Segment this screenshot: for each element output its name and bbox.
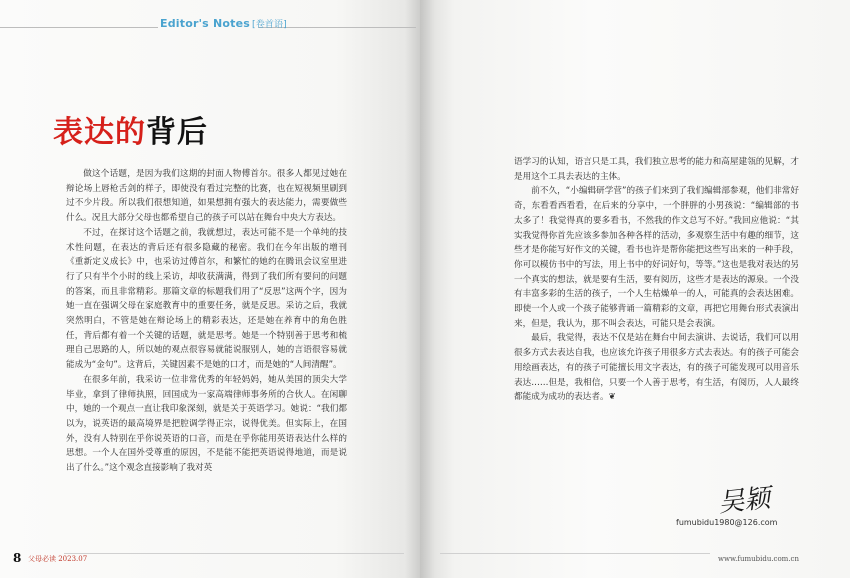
paragraph: 不过，在探讨这个话题之前，我就想过，表达可能不是一个单纯的技术性问题，在表达的背后还有很多隐藏的秘密。我们在今年出版的增刊《重新定义成长》中，也采访过傅首尔，和繁忙的她约在腾讯会议室里进行了只有半个小时的线上采访，却收获满满，得到了我们所有要问的问题的答案，而且非常精彩。那篇文章的标题我们用了“反思”这两个字，因为她一直在强调父母在家庭教育中的重要任务，就是反思。采访之后，我就突然明白，不管是她在辩论场上的精彩表达，还是她在养育中的角色胜任，背后都有着一个关键的话题，就是思考。她是一个特别善于思考和梳理自己思路的人，所以她的观点很容易就能说服别人，她的言语很容易就能成为“金句”。这背后，关键因素不是她的口才，而是她的“人间清醒”。 <box>66 227 347 371</box>
paragraph: 最后，我觉得，表达不仅是站在舞台中间去演讲、去说话，我们可以用很多方式去表达自我，也应该允许孩子用很多方式去表达。有的孩子可能会用绘画表达，有的孩子可能擅长用文字表达，有的孩子可能发现可以用音乐表达……但是，我相信，只要一个人善于思考，有生活，有阅历，人人最终都能成为成功的表达者。❦ <box>514 333 799 403</box>
paragraph: 语学习的认知，语言只是工具，我们独立思考的能力和高屋建瓴的见解，才是用这个工具去表达的主体。 <box>514 157 799 182</box>
article-title-red: 表达的 <box>53 115 146 150</box>
left-text-column <box>66 167 347 517</box>
header-rule-left <box>0 27 158 28</box>
column-title <box>160 17 288 37</box>
page-gutter <box>405 0 435 578</box>
column-tag: [卷首语] <box>251 20 288 30</box>
page-number: 8 <box>13 551 22 565</box>
column-title-text: Editor's Notes <box>160 17 250 30</box>
article-title <box>53 116 208 150</box>
right-text-column <box>514 155 799 455</box>
paragraph: 做这个话题，是因为我们这期的封面人物傅首尔。很多人都见过她在辩论场上唇枪舌剑的样子，即使没有看过完整的比赛，也在短视频里刷到过不少片段。所以我们很想知道，如果想拥有强大的表达能力，需要做些什么。况且大部分父母也都希望自己的孩子可以站在舞台中央大方表达。 <box>66 169 347 224</box>
footer-url: www.fumubidu.com.cn <box>718 555 799 563</box>
footer-rule-left <box>64 553 404 554</box>
footer-brand: 父母必读 2023.07 <box>28 555 88 563</box>
paragraph: 前不久，“小编辑研学营”的孩子们来到了我们编辑部参观，他们非常好奇，东看看西看看，在后来的分享中，一个胖胖的小男孩说：“编辑部的书太多了！我觉得真的要多看书，不然我的作文总写不好。”我回应他说：“其实我觉得你首先应该多参加各种各样的活动，多观察生活中有趣的细节，这些才是你能写好作文的关键，看书也许是帮你能把这些写出来的一种手段，你可以模仿书中的写法，用上书中的好词好句，等等。”这也是我对表达的另一个真实的想法，就是要有生活，要有阅历，这些才是表达的源泉。一个没有丰富多彩的生活的孩子，一个人生枯燥单一的人，可能真的会表达困难。即使一个人或一个孩子能够背诵一篇精彩的文章，再把它用舞台形式表演出来，但是，我认为，那不叫会表达，可能只是会表演。 <box>514 186 799 329</box>
author-signature: 吴颖 <box>716 483 772 519</box>
article-title-black: 背后 <box>146 115 208 150</box>
paragraph: 在很多年前，我采访一位非常优秀的年轻妈妈，她从美国的顶尖大学毕业，拿到了律师执照，回国成为一家高端律师事务所的合伙人。在闲聊中，她的一个观点一直让我印象深刻，就是关于英语学习。她说：“我们都以为，说英语的最高境界是把腔调学得正宗，说得优美。但实际上，在国外，没有人特别在乎你说英语的口音，而是在乎你能用英语表达什么样的思想。一个人在国外受尊重的原因，不是能不能把英语说得地道，而是说出了什么。”这个观念直接影响了我对英 <box>66 374 347 474</box>
author-email: fumubidu1980@126.com <box>676 518 778 527</box>
footer-rule-right <box>440 553 710 554</box>
